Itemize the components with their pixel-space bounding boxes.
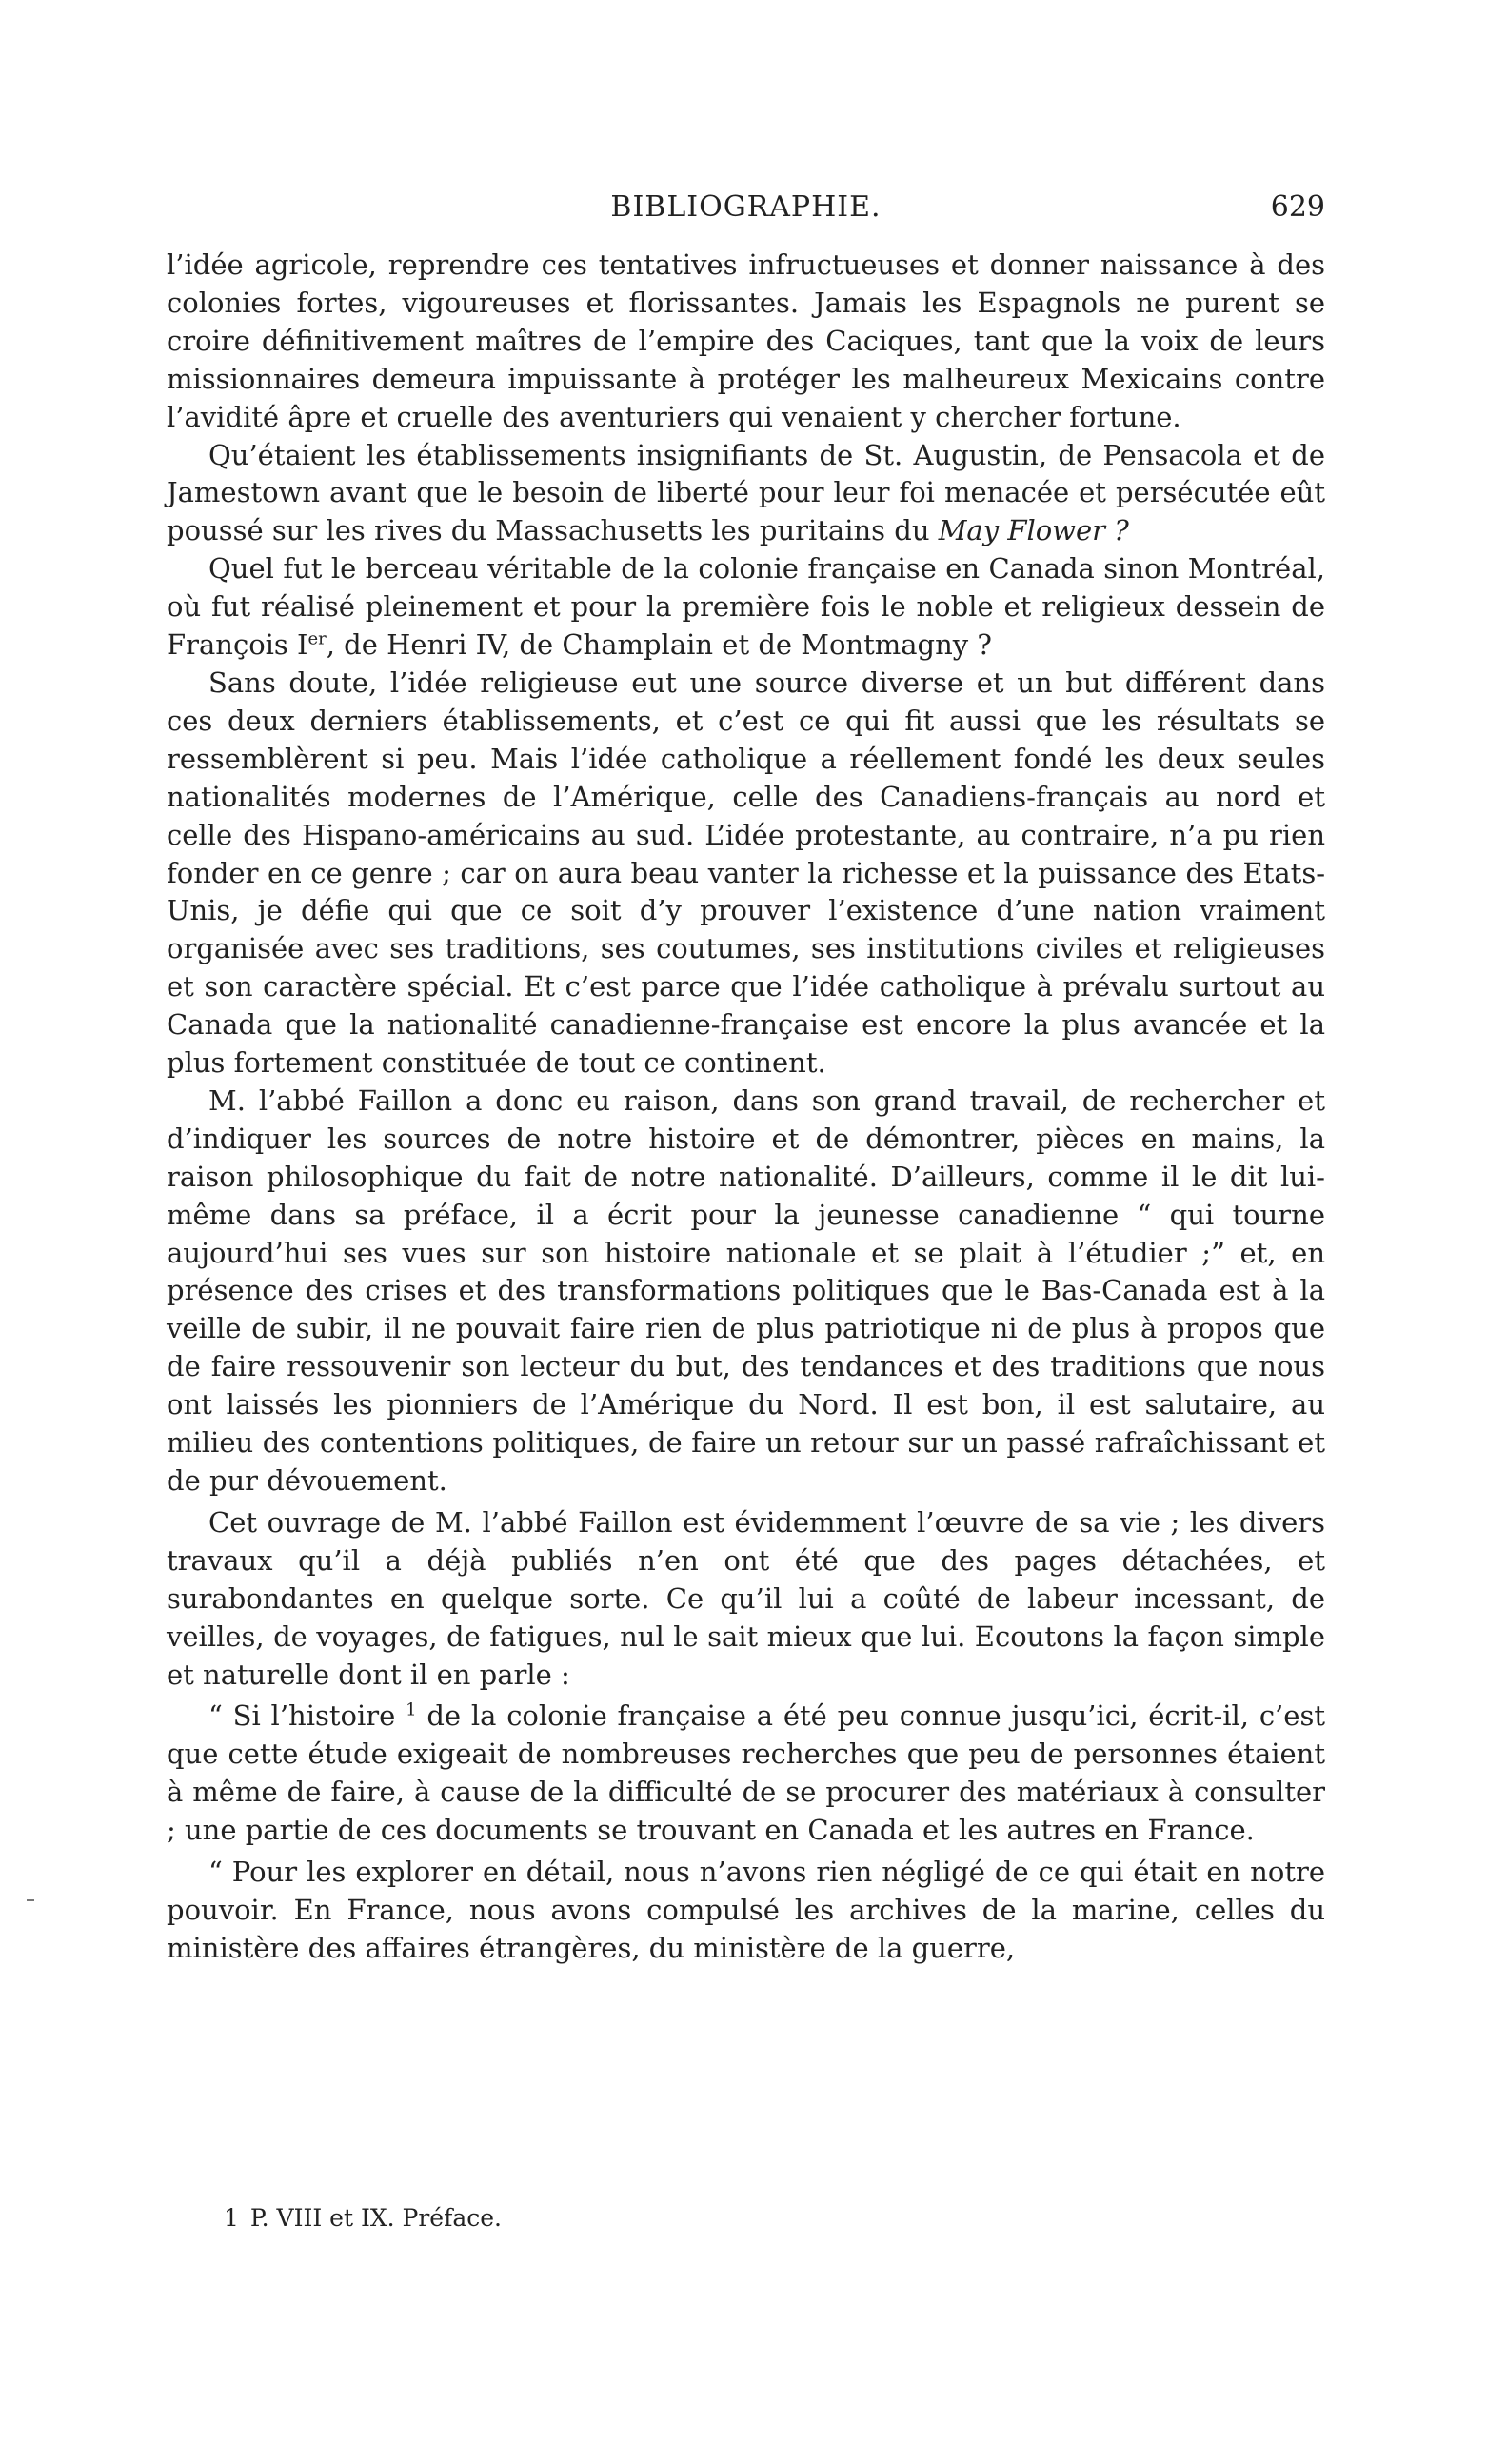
ordinal-superscript: er <box>307 628 327 649</box>
page-number: 629 <box>1270 190 1325 224</box>
paragraph-text: Quel fut le berceau véritable de la colonie française en Canada sinon Montréal, où fut réalisé pleinement et pour la première fois le noble et religieux dessein de François I <box>167 552 1325 662</box>
paragraph-text: Qu’étaient les établissements insignifiants de St. Augustin, de Pensacola et de Jamestown avant que le besoin de liberté pour leur foi menacée et persécutée eût poussé sur les rives du Massachusetts les puritains du <box>167 438 1325 547</box>
paragraph-montreal <box>167 550 1325 665</box>
footnote-number: 1 <box>224 2204 239 2232</box>
paragraph-text: “ Si l’histoire <box>208 1699 406 1733</box>
paragraph-text: de la colonie française a été peu connue jusqu’ici, écrit-il, c’est que cette étude exigeait de nombreuses recherches que peu de personnes étaient à même de faire, à cause de la difficulté de se procurer des matériaux à consulter ; une partie de ces documents se trouvant en Canada et les autres en France. <box>167 1699 1325 1847</box>
paragraph-life-work: Cet ouvrage de M. l’abbé Faillon est évidemment l’œuvre de sa vie ; les divers travaux qu’il a déjà publiés n’en ont été que des pages détachées, et surabondantes en quelque sorte. Ce qu’il lui a coûté de labeur incessant, de veilles, de voyages, de fatigues, nul le sait mieux que lui. Ecoutons la façon simple et naturelle dont il en parle : <box>167 1505 1325 1691</box>
paragraph-text: , de Henri IV, de Champlain et de Montmagny ? <box>326 628 992 662</box>
paragraph-quote-archives: “ Pour les explorer en détail, nous n’avons rien négligé de ce qui était en notre pouvoir. En France, nous avons compulsé les archives de la marine, celles du ministère des affaires étrangères, du ministère de la guerre, <box>167 1856 1325 1964</box>
running-title: BIBLIOGRAPHIE. <box>610 190 882 224</box>
paragraph-quote-history <box>167 1698 1325 1850</box>
paragraph-continuation: l’idée agricole, reprendre ces tentatives infructueuses et donner naissance à des colonies fortes, vigoureuses et florissantes. Jamais les Espagnols ne purent se croire définitivement maîtres de l’empire des Caciques, tant que la voix de leurs missionnaires demeura impuissante à protéger les malheureux Mexicains contre l’avidité âpre et cruelle des aventuriers qui venaient y chercher fortune. <box>167 248 1325 433</box>
footnote <box>224 2204 502 2233</box>
ship-name: May Flower ? <box>938 514 1129 547</box>
margin-mark <box>27 1899 34 1901</box>
paragraph-settlements <box>167 437 1325 551</box>
paragraph-faillon: M. l’abbé Faillon a donc eu raison, dans son grand travail, de rechercher et d’indiquer les sources de notre histoire et de démontrer, pièces en mains, la raison philosophique du fait de notre nationalité. D’ailleurs, comme il le dit lui-même dans sa préface, il a écrit pour la jeunesse canadienne “ qui tourne aujourd’hui ses vues sur son histoire nationale et se plait à l’étudier ;” et, en présence des crises et des transformations politiques que le Bas-Canada est à la veille de subir, il ne pouvait faire rien de plus patriotique ni de plus à propos que de faire ressouvenir son lecteur du but, des tendances et des traditions que nous ont laissés les pionniers de l’Amérique du Nord. Il est bon, il est salutaire, au milieu des contentions politiques, de faire un retour sur un passé rafraîchissant et de pur dévouement. <box>167 1083 1325 1497</box>
running-header <box>167 186 1325 229</box>
footnote-text: P. VIII et IX. Préface. <box>249 2204 503 2232</box>
body-text <box>167 247 1325 1968</box>
paragraph-catholic-idea: Sans doute, l’idée religieuse eut une source diverse et un but différent dans ces deux derniers établissements, et c’est ce qui fit aussi que les résultats se ressemblèrent si peu. Mais l’idée catholique a réellement fondé les deux seules nationalités modernes de l’Amérique, celle des Canadiens-français au nord et celle des Hispano-américains au sud. L’idée protestante, au contraire, n’a pu rien fonder en ce genre ; car on aura beau vanter la richesse et la puissance des Etats-Unis, je défie qui que ce soit d’y prouver l’existence d’une nation vraiment organisée avec ses traditions, ses coutumes, ses institutions civiles et religieuses et son caractère spécial. Et c’est parce que l’idée catholique à prévalu surtout au Canada que la nationalité canadienne-française est encore la plus avancée et la plus fortement constituée de tout ce continent. <box>167 666 1325 1080</box>
footnote-reference: 1 <box>406 1699 417 1720</box>
